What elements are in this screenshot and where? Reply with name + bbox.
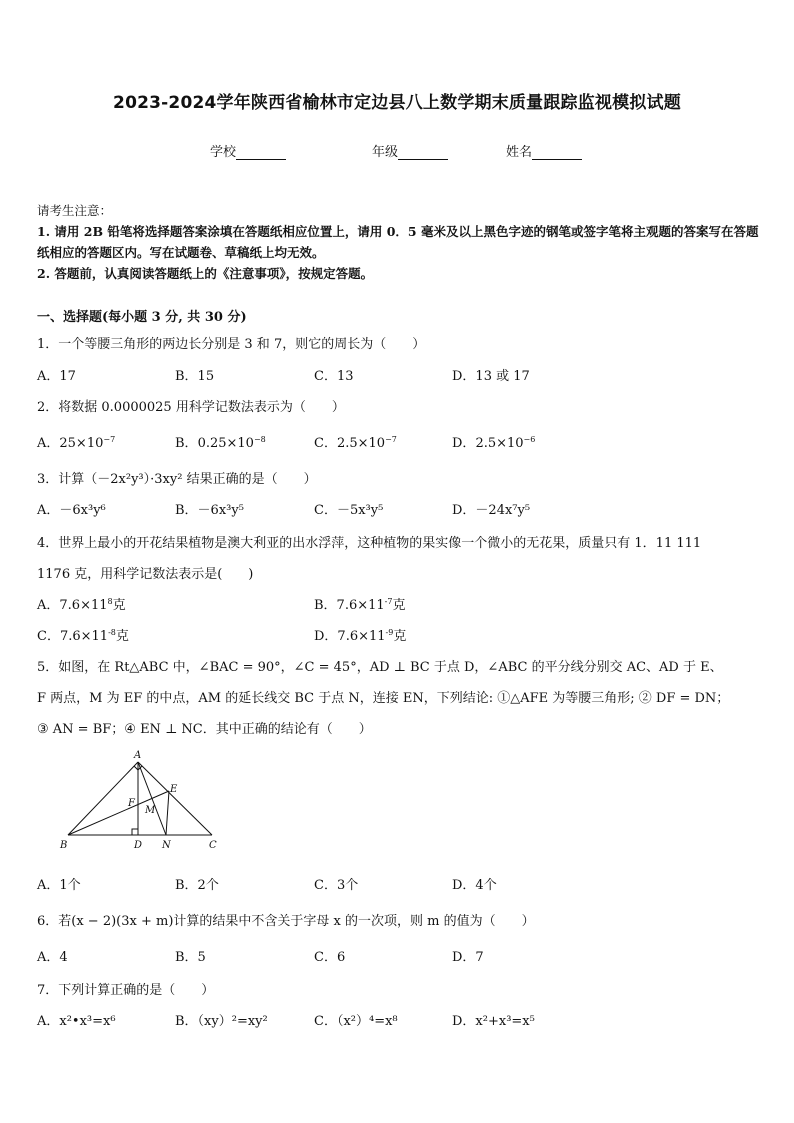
q6-option-b: B．5 <box>175 950 206 965</box>
q4-stem-line1: 4．世界上最小的开花结果植物是澳大利亚的出水浮萍，这种植物的果实像一个微小的无花果，质量只有 1．11 111 <box>37 536 702 551</box>
grade-label: 年级 <box>372 145 399 160</box>
q1-option-a: A．17 <box>37 369 76 384</box>
q6-option-d: D．7 <box>452 950 484 965</box>
label-f: F <box>128 798 135 809</box>
q5-option-d: D．4个 <box>452 878 497 893</box>
label-c: C <box>209 840 217 851</box>
q1-option-d: D．13 或 17 <box>452 369 530 384</box>
school-field <box>210 141 286 160</box>
q4-option-d: D．$7.6\times 11^{-9}$克 <box>314 628 407 644</box>
label-b: B <box>60 840 68 851</box>
label-e: E <box>170 784 178 795</box>
q1-option-c: C．13 <box>314 369 354 384</box>
name-field <box>506 141 582 160</box>
q4-stem-line2: 1176 克，用科学记数法表示是( ) <box>37 567 254 582</box>
school-blank <box>236 146 286 160</box>
label-d: D <box>134 840 143 851</box>
name-blank <box>532 146 582 160</box>
q3-option-b: B．－6x³y⁵ <box>175 503 244 518</box>
q5-option-c: C．3个 <box>314 878 359 893</box>
q4-option-b: B．$7.6\times 11^{-7}$克 <box>314 597 406 613</box>
q2-option-d: D．$2.5\times 10^{-6}$ <box>452 435 536 451</box>
q6-option-c: C．6 <box>314 950 346 965</box>
q7-option-a: A．x²•x³=x⁶ <box>37 1014 116 1029</box>
q6-option-a: A．4 <box>37 950 68 965</box>
segment-ac <box>138 762 212 835</box>
grade-blank <box>398 146 448 160</box>
notice-heading: 请考生注意： <box>37 203 113 218</box>
segment-en <box>166 791 169 835</box>
q2-option-b: B．$0.25\times 10^{-8}$ <box>175 435 266 451</box>
triangle-figure <box>58 748 228 852</box>
grade-field <box>372 141 448 160</box>
q7-option-b: B．（xy）²=xy² <box>175 1014 268 1029</box>
school-label: 学校 <box>210 145 237 160</box>
right-angle-d <box>132 829 138 835</box>
q7-option-d: D．x²+x³=x⁵ <box>452 1014 535 1029</box>
q7-option-c: C．（x²）⁴=x⁸ <box>314 1014 398 1029</box>
q4-option-c: C．$7.6\times 11^{-8}$克 <box>37 628 129 644</box>
q4-option-a: A．$7.6\times 11^8$克 <box>37 597 126 613</box>
q1-stem: 1．一个等腰三角形的两边长分别是 3 和 7，则它的周长为（ ） <box>37 337 426 352</box>
label-m: M <box>145 805 156 816</box>
page-title: 2023-2024学年陕西省榆林市定边县八上数学期末质量跟踪监视模拟试题 <box>113 93 681 113</box>
notice-item-2: 2. 答题前，认真阅读答题纸上的《注意事项》，按规定答题。 <box>37 266 374 281</box>
q5-stem-line2: F 两点，M 为 EF 的中点，AM 的延长线交 BC 于点 N，连接 EN，下列结论: ①△AFE 为等腰三角形; ② DF = DN； <box>37 691 730 706</box>
label-a: A <box>134 750 142 761</box>
q5-option-b: B．2个 <box>175 878 219 893</box>
section-title: 一、选择题(每小题 3 分, 共 30 分) <box>37 310 247 325</box>
q2-option-a: A．$25\times 10^{-7}$ <box>37 435 116 451</box>
q2-stem: 2．将数据 0.0000025 用科学记数法表示为（ ） <box>37 400 345 415</box>
segment-an <box>138 762 166 835</box>
q3-stem: 3．计算（－2x²y³）·3xy² 结果正确的是（ ） <box>37 472 317 487</box>
q7-stem: 7．下列计算正确的是（ ） <box>37 983 215 998</box>
q2-option-c: C．$2.5\times 10^{-7}$ <box>314 435 397 451</box>
name-label: 姓名 <box>506 145 533 160</box>
q1-option-b: B．15 <box>175 369 215 384</box>
q3-option-c: C．－5x³y⁵ <box>314 503 384 518</box>
notice-block <box>37 200 762 284</box>
q3-option-a: A．－6x³y⁶ <box>37 503 106 518</box>
q5-stem-line3: ③ AN = BF；④ EN ⊥ NC．其中正确的结论有（ ） <box>37 722 372 737</box>
q5-stem-line1: 5．如图，在 Rt△ABC 中，∠BAC = 90°，∠C = 45°，AD ⊥ BC 于点 D，∠ABC 的平分线分别交 AC、AD 于 E、 <box>37 660 723 675</box>
notice-item-1: 1. 请用 2B 铅笔将选择题答案涂填在答题纸相应位置上，请用 0．5 毫米及以上黑色字迹的钢笔或签字笔将主观题的答案写在答题纸相应的答题区内。写在试题卷、草稿纸上均无效。 <box>37 224 759 260</box>
q6-stem: 6．若(x − 2)(3x + m)计算的结果中不含关于字母 x 的一次项，则 m 的值为（ ） <box>37 914 535 929</box>
q5-option-a: A．1个 <box>37 878 81 893</box>
label-n: N <box>162 840 171 851</box>
q3-option-d: D．－24x⁷y⁵ <box>452 503 531 518</box>
